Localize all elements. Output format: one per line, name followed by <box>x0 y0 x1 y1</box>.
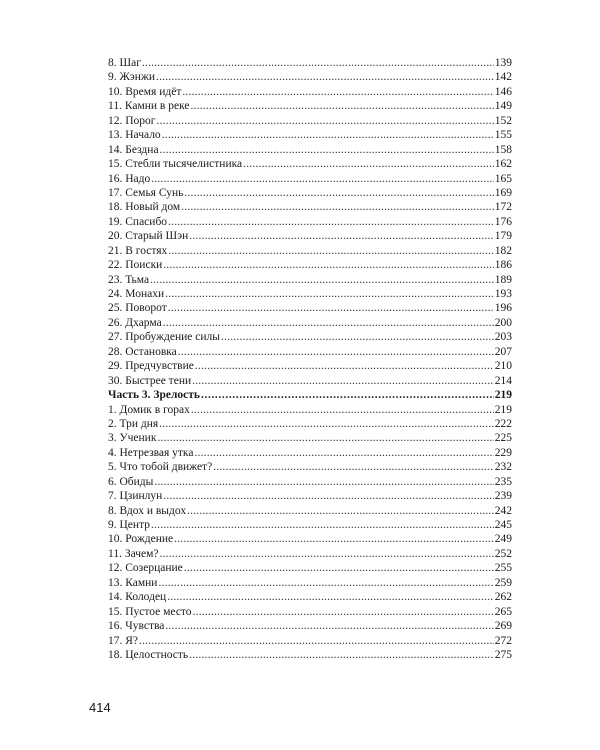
toc-entry-page: 210 <box>494 360 512 373</box>
toc-entry-page: 222 <box>494 417 512 430</box>
toc-entry-page: 235 <box>494 475 512 488</box>
toc-entry <box>108 475 512 489</box>
toc-entry-title: 10. Время идёт <box>108 85 182 98</box>
toc-entry <box>108 114 512 128</box>
toc-entry-title: 15. Пустое место <box>108 605 192 618</box>
toc-entry <box>108 547 512 561</box>
toc-entry-page: 225 <box>494 432 512 445</box>
toc-entry <box>108 605 512 619</box>
toc-dot-leader <box>151 518 494 532</box>
toc-entry-page: 265 <box>494 605 512 618</box>
toc-entry <box>108 301 512 315</box>
toc-entry-title: 27. Пробуждение силы <box>108 331 220 344</box>
toc-entry <box>108 56 512 70</box>
toc-entry <box>108 85 512 99</box>
toc-entry <box>108 590 512 604</box>
toc-entry <box>108 431 512 445</box>
toc-entry-page: 259 <box>494 576 512 589</box>
toc-dot-leader <box>243 157 494 171</box>
toc-dot-leader <box>184 561 494 575</box>
toc-dot-leader <box>168 244 493 258</box>
toc-dot-leader <box>157 114 494 128</box>
toc-dot-leader <box>191 403 494 417</box>
toc-entry-page: 186 <box>494 259 512 272</box>
toc-entry-title: 4. Нетрезвая утка <box>108 446 194 459</box>
toc-entry <box>108 504 512 518</box>
toc-entry-title: 15. Стебли тысячелистника <box>108 158 243 171</box>
toc-dot-leader <box>150 273 494 287</box>
toc-entry-title: 10. Рождение <box>108 533 174 546</box>
toc-entry <box>108 561 512 575</box>
toc-entry-page: 219 <box>494 403 512 416</box>
toc-entry <box>108 460 512 474</box>
toc-dot-leader <box>168 301 494 315</box>
toc-entry <box>108 143 512 157</box>
toc-entry-page: 214 <box>494 374 512 387</box>
toc-entry-page: 196 <box>494 302 512 315</box>
toc-entry-title: 9. Центр <box>108 519 150 531</box>
toc-entry <box>108 417 512 431</box>
toc-entry-title: 3. Ученик <box>108 432 157 445</box>
toc-dot-leader <box>168 215 494 229</box>
toc-entry <box>108 273 512 287</box>
toc-entry <box>108 345 512 359</box>
toc-entry <box>108 359 512 373</box>
toc-entry <box>108 215 512 229</box>
toc-entry <box>108 446 512 460</box>
toc-entry-title: 29. Предчувствие <box>108 360 194 373</box>
toc-entry-page: 189 <box>494 273 512 286</box>
toc-entry-title: 17. Я? <box>108 634 139 647</box>
toc-entry-page: 262 <box>494 591 512 604</box>
toc-dot-leader <box>142 56 494 70</box>
toc-part-heading <box>108 388 512 402</box>
toc-entry-title: 30. Быстрее тени <box>108 374 192 387</box>
toc-entry-page: 182 <box>494 244 512 257</box>
toc-dot-leader <box>221 330 494 344</box>
toc-entry-page: 219 <box>494 389 512 402</box>
toc-entry <box>108 287 512 301</box>
toc-entry <box>108 518 512 532</box>
toc-entry-page: 193 <box>494 288 512 300</box>
toc-entry-page: 172 <box>494 201 512 214</box>
toc-entry-title: 26. Дхарма <box>108 316 162 329</box>
toc-entry-page: 139 <box>494 57 512 69</box>
toc-entry-page: 203 <box>494 331 512 344</box>
toc-entry-title: 5. Что тобой движет? <box>108 461 213 474</box>
toc-entry <box>108 128 512 142</box>
toc-entry-page: 162 <box>494 158 512 171</box>
toc-entry-title: 2. Три дня <box>108 417 159 430</box>
toc-entry-page: 142 <box>494 71 512 84</box>
toc-entry-page: 255 <box>494 562 512 575</box>
toc-entry <box>108 576 512 590</box>
toc-entry-page: 179 <box>494 230 512 243</box>
toc-entry-page: 252 <box>494 547 512 560</box>
toc-entry-page: 146 <box>494 85 512 98</box>
toc-entry-page: 269 <box>494 620 512 633</box>
toc-entry-title: 9. Жэнжи <box>108 71 155 84</box>
toc-entry-page: 200 <box>494 316 512 329</box>
toc-dot-leader <box>178 345 494 359</box>
toc-entry-title: 22. Поиски <box>108 259 163 272</box>
toc-dot-leader <box>165 619 493 633</box>
toc-entry-title: 8. Вдох и выдох <box>108 504 187 517</box>
toc-entry-title: 17. Семья Сунь <box>108 186 184 199</box>
table-of-contents <box>108 56 512 662</box>
toc-dot-leader <box>162 128 494 142</box>
toc-entry-title: 16. Надо <box>108 172 151 185</box>
toc-entry <box>108 258 512 272</box>
toc-entry-title: 25. Поворот <box>108 302 167 315</box>
toc-entry-page: 149 <box>494 100 512 113</box>
toc-dot-leader <box>189 648 494 662</box>
toc-entry <box>108 244 512 258</box>
toc-dot-leader <box>187 504 494 518</box>
toc-dot-leader <box>163 258 493 272</box>
toc-dot-leader <box>194 446 493 460</box>
toc-entry-title: 23. Тьма <box>108 273 150 286</box>
page-number: 414 <box>89 700 111 715</box>
toc-entry-title: 13. Камни <box>108 576 158 589</box>
toc-entry-page: 152 <box>494 114 512 127</box>
toc-entry-title: 16. Чувства <box>108 620 165 633</box>
toc-dot-leader <box>151 172 493 186</box>
toc-dot-leader <box>167 590 494 604</box>
toc-dot-leader <box>195 359 494 373</box>
toc-dot-leader <box>163 489 493 503</box>
toc-dot-leader <box>189 229 494 243</box>
toc-entry-page: 242 <box>494 504 512 517</box>
toc-entry-title: 1. Домик в горах <box>108 403 190 416</box>
toc-entry-page: 229 <box>494 446 512 459</box>
toc-entry-page: 155 <box>494 129 512 142</box>
toc-entry <box>108 374 512 388</box>
toc-entry-page: 165 <box>494 172 512 185</box>
toc-entry-title: 11. Камни в реке <box>108 100 190 113</box>
toc-entry-page: 232 <box>494 461 512 474</box>
toc-entry-page: 239 <box>494 490 512 503</box>
toc-entry-title: 19. Спасибо <box>108 215 168 228</box>
toc-dot-leader <box>160 547 494 561</box>
toc-dot-leader <box>157 431 493 445</box>
toc-entry <box>108 403 512 417</box>
toc-entry-title: 20. Старый Шэн <box>108 230 189 243</box>
toc-dot-leader <box>163 316 494 330</box>
toc-entry <box>108 229 512 243</box>
toc-entry-title: 8. Шаг <box>108 57 141 69</box>
toc-entry-title: 21. В гостях <box>108 244 168 257</box>
toc-dot-leader <box>190 99 493 113</box>
toc-entry-page: 245 <box>494 519 512 531</box>
toc-entry <box>108 186 512 200</box>
toc-entry-title: 12. Созерцание <box>108 562 183 575</box>
toc-entry-title: 13. Начало <box>108 129 161 142</box>
toc-entry <box>108 634 512 648</box>
toc-entry-title: 14. Бездна <box>108 143 159 156</box>
toc-entry-title: 24. Монахи <box>108 288 165 300</box>
toc-entry-title: 7. Цзинлун <box>108 490 163 503</box>
toc-dot-leader <box>160 143 494 157</box>
toc-entry <box>108 200 512 214</box>
toc-entry-title: 11. Зачем? <box>108 547 159 560</box>
toc-dot-leader <box>158 576 493 590</box>
toc-dot-leader <box>213 460 494 474</box>
toc-entry-page: 272 <box>494 634 512 647</box>
toc-entry <box>108 157 512 171</box>
toc-entry-title: Часть 3. Зрелость <box>108 389 201 402</box>
toc-dot-leader <box>174 532 494 546</box>
toc-entry <box>108 532 512 546</box>
toc-dot-leader <box>154 475 493 489</box>
toc-dot-leader <box>201 388 494 402</box>
toc-entry <box>108 99 512 113</box>
toc-entry-title: 18. Целостность <box>108 648 189 661</box>
toc-dot-leader <box>182 85 493 99</box>
toc-entry <box>108 619 512 633</box>
toc-dot-leader <box>193 605 494 619</box>
toc-entry <box>108 70 512 84</box>
toc-entry <box>108 172 512 186</box>
toc-dot-leader <box>192 374 494 388</box>
toc-dot-leader <box>156 70 494 84</box>
toc-entry-page: 158 <box>494 143 512 156</box>
toc-entry-page: 169 <box>494 186 512 199</box>
toc-entry-page: 249 <box>494 533 512 546</box>
toc-dot-leader <box>181 200 494 214</box>
toc-entry-page: 176 <box>494 215 512 228</box>
toc-entry-page: 275 <box>494 648 512 661</box>
toc-entry-title: 14. Колодец <box>108 591 167 604</box>
toc-entry <box>108 648 512 662</box>
toc-entry <box>108 330 512 344</box>
toc-entry-title: 18. Новый дом <box>108 201 181 214</box>
toc-dot-leader <box>184 186 493 200</box>
toc-dot-leader <box>139 634 494 648</box>
toc-entry-title: 28. Остановка <box>108 345 177 358</box>
toc-entry <box>108 316 512 330</box>
toc-entry <box>108 489 512 503</box>
toc-entry-title: 12. Порог <box>108 114 156 127</box>
toc-entry-page: 207 <box>494 345 512 358</box>
toc-dot-leader <box>159 417 494 431</box>
toc-entry-title: 6. Обиды <box>108 475 154 488</box>
toc-dot-leader <box>165 287 494 301</box>
